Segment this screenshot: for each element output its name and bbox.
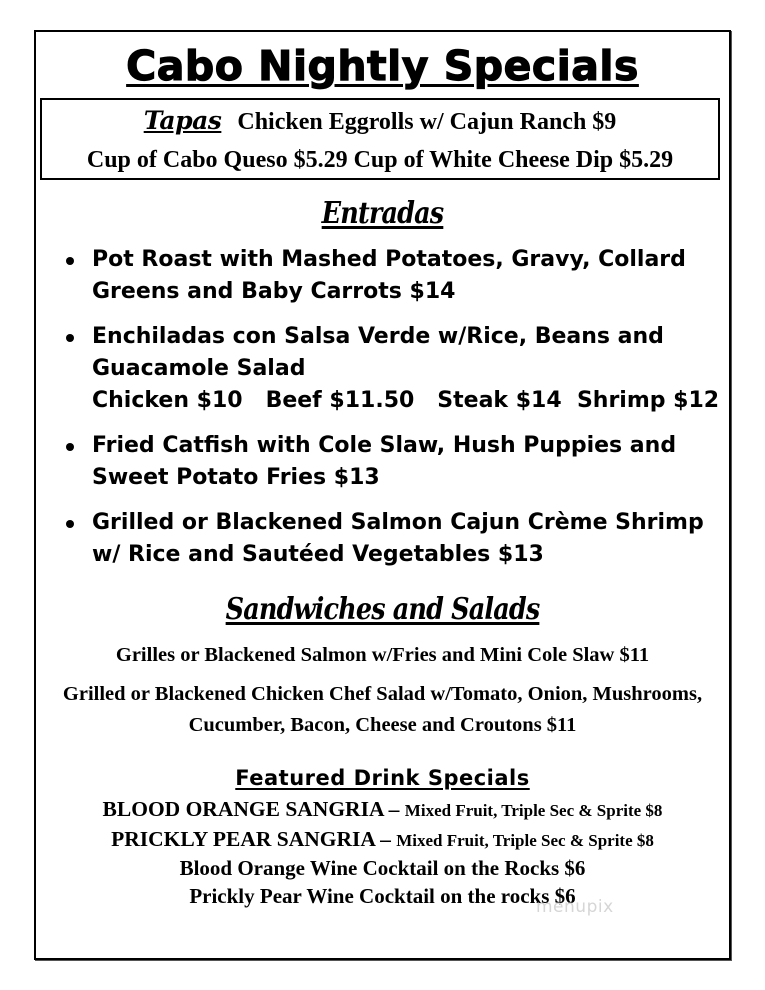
- entree-item-catfish: [62, 430, 722, 494]
- entree-text: Grilled or Blackened Salmon Cajun Crème Shrimp w/ Rice and Sautéed Vegetables $13: [92, 510, 704, 567]
- entree-prices: Chicken $10 Beef $11.50 Steak $14 Shrimp $12: [92, 388, 720, 413]
- drink-name: PRICKLY PEAR SANGRIA –: [111, 827, 397, 851]
- entree-text: Fried Catfish with Cole Slaw, Hush Puppies and Sweet Potato Fries $13: [92, 433, 677, 490]
- tapas-line-2: Cup of Cabo Queso $5.29 Cup of White Cheese Dip $5.29: [86, 147, 674, 173]
- tapas-item-eggrolls: Chicken Eggrolls w/ Cajun Ranch $9: [237, 109, 617, 135]
- drink-item-blood-orange-cocktail: Blood Orange Wine Cocktail on the Rocks $6: [179, 856, 586, 880]
- tapas-line-1: [42, 106, 718, 137]
- bullet-icon: [66, 257, 74, 265]
- drink-detail: Mixed Fruit, Triple Sec & Sprite $8: [404, 801, 663, 820]
- menu-title: Cabo Nightly Specials: [126, 42, 639, 90]
- tapas-box: [40, 98, 720, 180]
- entree-text: Enchiladas con Salsa Verde w/Rice, Beans and Guacamole Salad: [92, 324, 664, 381]
- sandwiches-heading: Sandwiches and Salads: [225, 592, 540, 627]
- drink-item-blood-orange-sangria: [40, 797, 725, 822]
- entree-item-salmon: [62, 507, 722, 571]
- drinks-heading: Featured Drink Specials: [235, 766, 530, 790]
- entree-item-enchiladas: [62, 321, 722, 417]
- bullet-icon: [66, 520, 74, 528]
- bullet-icon: [66, 334, 74, 342]
- entree-item-pot-roast: [62, 244, 722, 308]
- entree-text: Pot Roast with Mashed Potatoes, Gravy, Collard Greens and Baby Carrots $14: [92, 247, 686, 304]
- drink-item-prickly-pear-sangria: [40, 827, 725, 852]
- drink-item-prickly-pear-cocktail: Prickly Pear Wine Cocktail on the rocks $6: [189, 884, 576, 908]
- sandwich-item-chef-salad: Grilled or Blackened Chicken Chef Salad w/Tomato, Onion, Mushrooms, Cucumber, Bacon, Cheese and Croutons $11: [62, 683, 703, 736]
- drink-name: BLOOD ORANGE SANGRIA –: [102, 797, 405, 821]
- tapas-label: Tapas: [143, 106, 222, 135]
- sandwich-item-salmon: Grilles or Blackened Salmon w/Fries and Mini Cole Slaw $11: [115, 644, 650, 666]
- entradas-heading: Entradas: [321, 196, 444, 231]
- drink-detail: Mixed Fruit, Triple Sec & Sprite $8: [396, 831, 654, 850]
- bullet-icon: [66, 443, 74, 451]
- entradas-list: [62, 244, 722, 584]
- watermark: menupix: [536, 897, 614, 917]
